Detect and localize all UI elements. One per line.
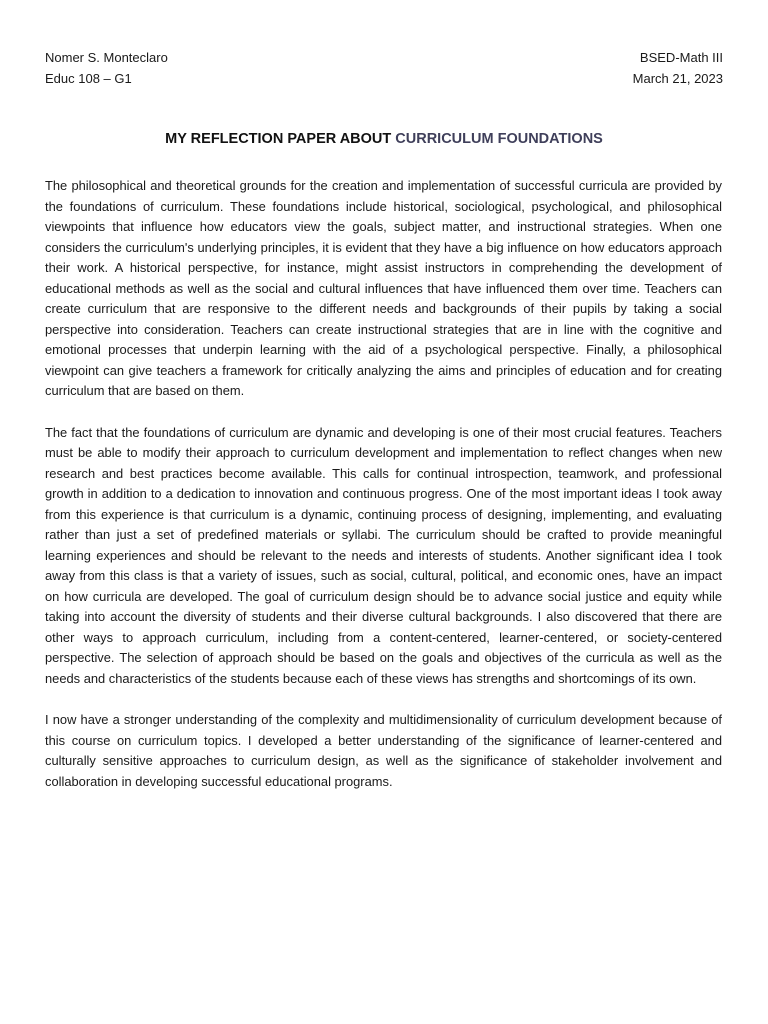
document-date: March 21, 2023 bbox=[632, 71, 723, 86]
document-header bbox=[45, 47, 723, 89]
header-right bbox=[633, 47, 723, 89]
document-body bbox=[45, 176, 722, 813]
paragraph-2: The fact that the foundations of curriculum are dynamic and developing is one of their most crucial features. Teachers must be able to modify their approach to curriculum development and implementation to reflect changes when new research and best practices become available. This calls for continual introspection, teamwork, and professional growth in addition to a dedication to innovation and continuous progress. One of the most important ideas I took away from this experience is that curriculum is a dynamic, continuing process of designing, implementing, and evaluating rather than just a set of predefined materials or syllabi. The curriculum should be crafted to provide meaningful learning experiences and should be relevant to the needs and interests of students. Another significant idea I took away from this class is that a variety of issues, such as social, cultural, political, and economic ones, have an impact on how curricula are developed. The goal of curriculum design should be to advance social justice and equity while taking into account the diversity of students and their diverse cultural backgrounds. I also discovered that there are other ways to approach curriculum, including from a content-centered, learner-centered, or society-centered perspective. The selection of approach should be based on the goals and objectives of the curricula as well as the needs and characteristics of the students because each of these views has strengths and shortcomings of its own. bbox=[45, 424, 722, 686]
title-accent: CURRICULUM FOUNDATIONS bbox=[395, 131, 603, 147]
document-title bbox=[0, 129, 768, 149]
header-left bbox=[45, 47, 168, 89]
title-prefix: MY REFLECTION PAPER ABOUT bbox=[165, 131, 396, 147]
program-label: BSED-Math III bbox=[639, 50, 723, 65]
course-code: Educ 108 – G1 bbox=[45, 71, 132, 86]
paragraph-3: I now have a stronger understanding of the complexity and multidimensionality of curriculum development because of this course on curriculum topics. I developed a better understanding of the significance of learner-centered and culturally sensitive approaches to curriculum design, as well as the significance of stakeholder involvement and collaboration in developing successful educational programs. bbox=[45, 712, 722, 789]
author-name: Nomer S. Montecl​aro bbox=[45, 50, 168, 65]
paragraph-1: The philosophical and theoretical grounds for the creation and implementation of successful curricula are provided by the foundations of curriculum. These foundations include historical, sociological, psychological, and philosophical viewpoints that influence how educators view the goals, subject matter, and instructional strategies. When one considers the curriculum's underlying principles, it is evident that they have a big influence on how educators approach their work. A historical perspective, for instance, might assist instructors in comprehending the development of educational methods as well as the social and cultural influences that have influenced them over time. Teachers can create curriculum that are responsive to the different needs and backgrounds of their pupils by taking a social perspective into consideration. Teachers can create instructional strategies that are in line with the cognitive and emotional processes that underpin learning with the aid of a psychological perspective. Finally, a philosophical viewpoint can give teachers a framework for critically analyzing the aims and principles of education and for creating curriculum that are based on them. bbox=[45, 178, 722, 398]
